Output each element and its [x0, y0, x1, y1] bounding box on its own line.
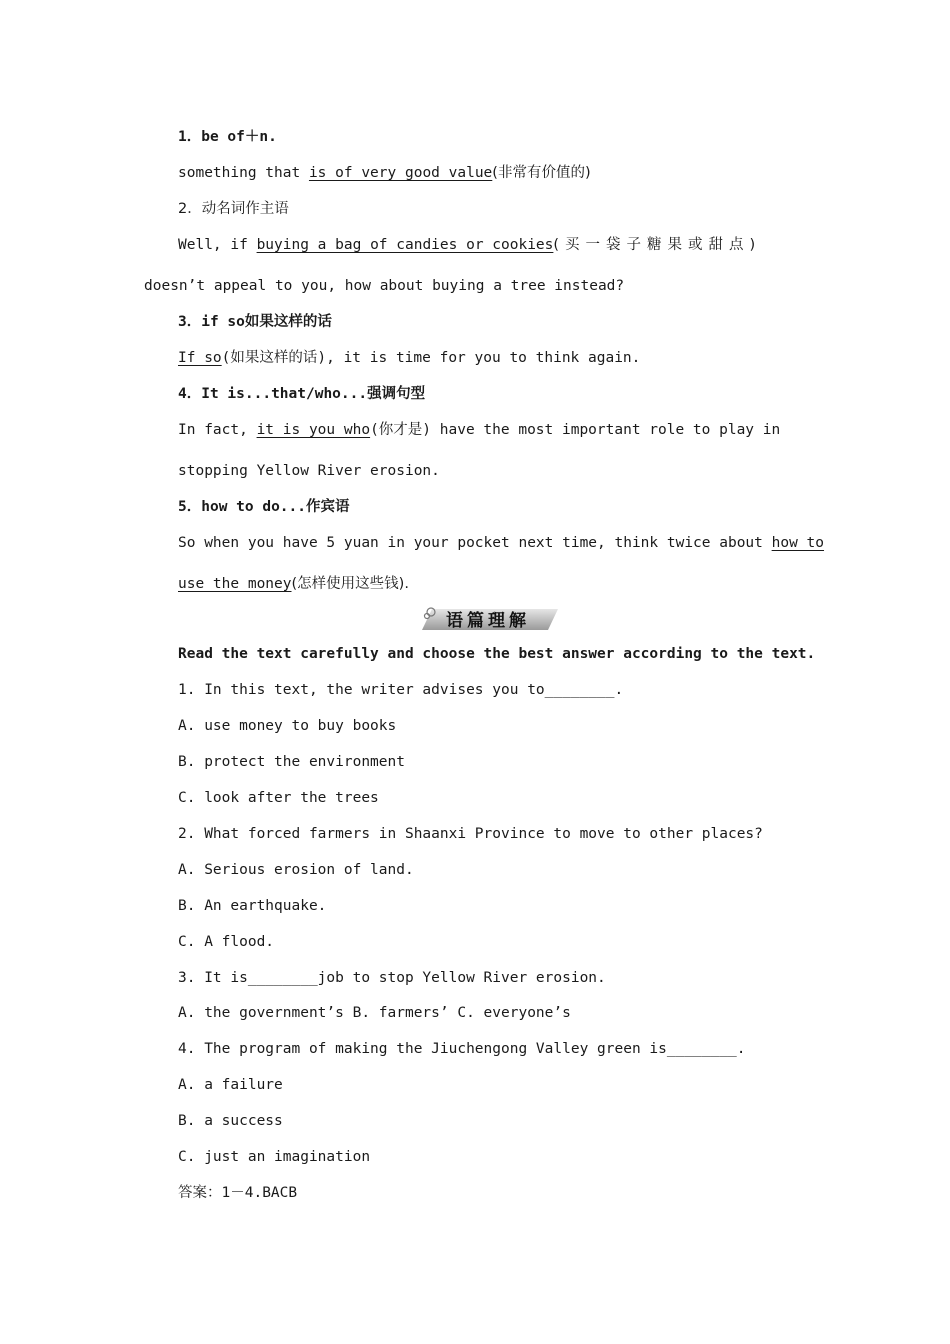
item-4-example-cont: stopping Yellow River erosion. — [178, 463, 440, 479]
heading-text: 2．动名词作主语 — [178, 201, 289, 217]
section-title: 语篇理解 — [446, 611, 530, 631]
question-4-option-c: C. just an imagination — [178, 1149, 371, 1165]
item-2-example — [178, 235, 761, 255]
example-blank-answer: If so — [178, 350, 222, 366]
example-blank-answer: is of very good value — [308, 165, 493, 181]
item-2-heading — [178, 199, 289, 219]
question-3-options: A. the government’s B. farmers’ C. everyone’s — [178, 1005, 571, 1021]
item-5-example-cont — [178, 574, 409, 594]
example-blank-answer-cont: use the money — [178, 576, 292, 592]
question-3: 3. It is________job to stop Yellow River erosion. — [178, 970, 606, 986]
question-4-option-a: A. a failure — [178, 1077, 283, 1093]
example-blank-answer: buying a bag of candies or cookies — [256, 237, 554, 253]
example-blank-answer: it is you who — [256, 422, 371, 438]
example-text: (如果这样的话), it is time for you to think again. — [221, 350, 641, 366]
question-4-option-b: B. a success — [178, 1113, 283, 1129]
example-translation: (买一袋子糖果或甜点) — [553, 237, 762, 253]
item-4-heading: 4．It is...that/who...强调句型 — [178, 386, 426, 402]
example-translation: (非常有价值的) — [492, 165, 591, 181]
example-blank-answer: how to — [771, 535, 825, 551]
item-3-heading: 3．if so如果这样的话 — [178, 314, 332, 330]
example-text-rest: (你才是) have the most important role to play in — [370, 422, 781, 438]
question-1-option-a: A. use money to buy books — [178, 718, 397, 734]
item-4-example — [178, 420, 780, 440]
answer-key: 答案：1－4.BACB — [178, 1185, 298, 1201]
example-translation: (怎样使用这些钱). — [291, 576, 409, 592]
question-4: 4. The program of making the Jiuchengong Valley green is________. — [178, 1041, 746, 1057]
question-2-option-a: A. Serious erosion of land. — [178, 862, 414, 878]
question-1-option-b: B. protect the environment — [178, 754, 405, 770]
question-2-option-b: B. An earthquake. — [178, 898, 327, 914]
item-5-example — [178, 533, 824, 553]
example-text: So when you have 5 yuan in your pocket next time, think twice about — [178, 535, 772, 551]
item-5-heading: 5．how to do...作宾语 — [178, 499, 350, 515]
question-2: 2. What forced farmers in Shaanxi Province to move to other places? — [178, 826, 763, 842]
item-3-example — [178, 348, 640, 368]
question-2-option-c: C. A flood. — [178, 934, 275, 950]
instruction: Read the text carefully and choose the best answer according to the text. — [178, 646, 816, 662]
example-text: In fact, — [178, 422, 257, 438]
item-1-example — [178, 163, 591, 183]
example-text: Well, if — [178, 237, 257, 253]
item-1-heading: 1．be of＋n. — [178, 129, 277, 145]
question-1: 1. In this text, the writer advises you to________. — [178, 682, 624, 698]
section-title-badge — [422, 603, 558, 631]
item-2-example-cont: doesn’t appeal to you, how about buying a tree instead? — [144, 278, 625, 294]
example-text: something that — [178, 165, 309, 181]
question-1-option-c: C. look after the trees — [178, 790, 379, 806]
